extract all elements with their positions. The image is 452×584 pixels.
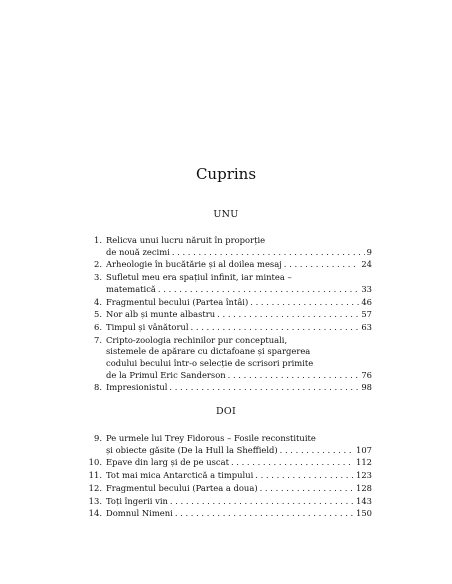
dot-leader: [175, 508, 354, 520]
toc-entry-body: [106, 272, 372, 295]
toc-entry: [86, 457, 372, 469]
toc-entry-number: 8.: [94, 382, 102, 393]
toc-entry-title-text: Fragmentul becului (Partea întâi): [106, 296, 249, 307]
toc-entry-line: [106, 483, 372, 495]
part-heading-doi: DOI: [215, 406, 237, 417]
toc-entry-page-number: 112: [356, 457, 372, 468]
dot-leader: [169, 382, 359, 394]
toc-entry: [86, 382, 372, 394]
toc-entry-page-number: 46: [361, 296, 372, 307]
part-heading-unu: UNU: [213, 209, 239, 220]
dot-leader: [250, 297, 359, 309]
toc-entry-line: [106, 259, 372, 271]
page-title: Cuprins: [195, 165, 257, 183]
toc-entry-body: [106, 508, 372, 520]
toc-entry-page-number: 107: [356, 444, 372, 455]
toc-entry: [86, 272, 372, 295]
toc-entry-line: [106, 508, 372, 520]
dot-leader: [217, 309, 359, 321]
toc-entry-line: [106, 382, 372, 394]
toc-entry-number: 11.: [88, 470, 102, 481]
toc-entry-title-text: Toți îngerii vin: [106, 495, 168, 506]
dot-leader: [172, 247, 365, 259]
toc-entry-page-number: 123: [356, 470, 372, 481]
toc-part-doi: [86, 433, 372, 520]
toc-entry-line: [106, 297, 372, 309]
toc-entry-number: 2.: [94, 259, 102, 270]
toc-entry-body: [106, 297, 372, 309]
toc-entry: [86, 508, 372, 520]
toc-entry-line: [106, 247, 372, 259]
toc-entry-title-text: Arheologie în bucătărie și al doilea mesaj: [106, 259, 282, 270]
dot-leader: [170, 496, 354, 508]
toc-entry-page-number: 33: [361, 283, 372, 294]
toc-entry-title-text: Fragmentul becului (Partea a doua): [106, 482, 258, 493]
toc-entry-line: [106, 496, 372, 508]
toc-part-unu: [86, 235, 372, 394]
toc-entry-line: [106, 445, 372, 457]
toc-entry-title-text: și obiecte găsite (De la Hull la Sheffield): [106, 444, 278, 455]
toc-entry: [86, 496, 372, 508]
toc-entry-title-text: Impresionistul: [106, 382, 168, 393]
toc-entry-number: 9.: [94, 433, 102, 443]
toc-entry-number: 4.: [94, 296, 102, 307]
toc-entry-line: [106, 235, 372, 247]
toc-entry: [86, 433, 372, 456]
dot-leader: [231, 457, 354, 469]
toc-entry: [86, 483, 372, 495]
toc-entry-title-text: Tot mai mica Antarctică a timpului: [106, 470, 254, 481]
toc-entry-title-text: Timpul și vânătorul: [106, 321, 189, 332]
toc-entry-body: [106, 483, 372, 495]
toc-entry-title-text: de nouă zecimi: [106, 246, 170, 257]
toc-entry-line: [106, 335, 372, 347]
toc-entry-page-number: 24: [361, 259, 372, 270]
toc-entry-number: 6.: [94, 321, 102, 332]
toc-entry-line: [106, 284, 372, 296]
toc-entry-number: 5.: [94, 309, 102, 320]
toc-entry-line: [106, 470, 372, 482]
toc-entry-number: 14.: [88, 508, 102, 519]
toc-entry-page-number: 9: [366, 246, 372, 257]
toc-entry-title-text: de la Primul Eric Sanderson: [106, 369, 226, 380]
dot-leader: [255, 470, 354, 482]
toc-entry-number: 7.: [94, 334, 102, 345]
toc-entry-title-text: sistemele de apărare cu dictafoane și spargerea: [106, 346, 311, 357]
toc-entry-line: [106, 433, 372, 445]
toc-entry-title-text: Epave din larg și de pe uscat: [106, 457, 229, 468]
toc-entry-page-number: 150: [356, 508, 372, 519]
dot-leader: [191, 322, 360, 334]
toc-entry-title-text: Relicva unui lucru năruit în proporție: [106, 235, 266, 245]
toc-entry-page-number: 98: [361, 382, 372, 393]
toc-entry-number: 3.: [94, 272, 102, 283]
toc-entry-line: [106, 457, 372, 469]
dot-leader: [284, 259, 360, 271]
toc-entry-page-number: 76: [361, 369, 372, 380]
toc-entry-line: [106, 346, 372, 358]
toc-entry-number: 12.: [88, 482, 102, 493]
toc-entry-line: [106, 309, 372, 321]
dot-leader: [280, 445, 354, 457]
toc-entry-line: [106, 322, 372, 334]
toc-entry-line: [106, 272, 372, 284]
toc-entry: [86, 322, 372, 334]
toc-entry: [86, 309, 372, 321]
toc-entry-body: [106, 470, 372, 482]
toc-entry-page-number: 57: [361, 309, 372, 320]
toc-entry-body: [106, 259, 372, 271]
dot-leader: [158, 284, 359, 296]
toc-entry-number: 1.: [94, 235, 102, 245]
toc-entry-body: [106, 335, 372, 382]
dot-leader: [260, 483, 354, 495]
toc-entry-body: [106, 433, 372, 456]
toc-entry-page-number: 128: [356, 482, 372, 493]
toc-entry: [86, 470, 372, 482]
toc-entry-title-text: Sufletul meu era spațiul infinit, iar mintea –: [106, 272, 292, 283]
toc-entry-title-text: Domnul Nimeni: [106, 508, 173, 519]
toc-entry-body: [106, 382, 372, 394]
toc-entry-body: [106, 322, 372, 334]
toc-entry: [86, 259, 372, 271]
toc-entry-number: 13.: [88, 495, 102, 506]
toc-entry-body: [106, 309, 372, 321]
toc-entry-line: [106, 370, 372, 382]
toc-entry-title-text: codului becului într-o selecție de scrisori primite: [106, 358, 314, 369]
toc-entry-page-number: 63: [361, 321, 372, 332]
toc-entry-body: [106, 496, 372, 508]
toc-entry-number: 10.: [88, 457, 102, 468]
toc-entry: [86, 335, 372, 382]
toc-entry-page-number: 143: [356, 495, 372, 506]
toc-entry-line: [106, 358, 372, 370]
toc-entry-title-text: Cripto-zoologia rechinilor pur conceptuali,: [106, 334, 288, 345]
toc-entry-title-text: Nor alb și munte albastru: [106, 309, 216, 320]
toc-entry-title-text: Pe urmele lui Trey Fidorous – Fosile reconstituite: [106, 433, 316, 443]
toc-entry-body: [106, 235, 372, 258]
toc-entry: [86, 297, 372, 309]
toc-entry-title-text: matematică: [106, 283, 156, 294]
toc-entry-body: [106, 457, 372, 469]
toc-entry: [86, 235, 372, 258]
dot-leader: [228, 370, 360, 382]
